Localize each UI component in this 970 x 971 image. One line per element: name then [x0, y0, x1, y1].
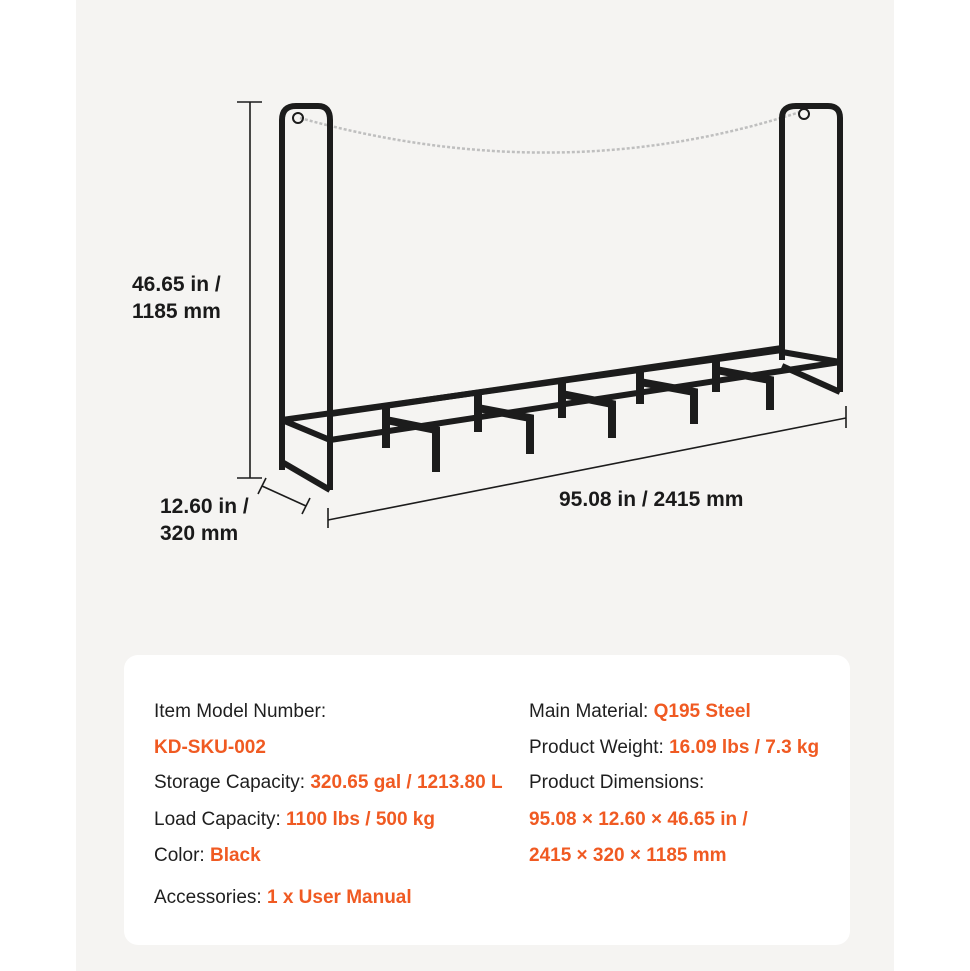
height-label: 46.65 in / 1185 mm	[132, 273, 221, 323]
chain-icon	[300, 112, 800, 153]
storage-capacity-row	[154, 771, 503, 795]
depth-dimension-line	[262, 486, 306, 506]
accessories-label: Accessories:	[154, 887, 262, 908]
material-row	[529, 700, 751, 724]
storage-capacity-value: 320.65 gal / 1213.80 L	[310, 772, 503, 793]
weight-value: 16.09 lbs / 7.3 kg	[669, 737, 820, 758]
dimensions-value-mm: 2415 × 320 × 1185 mm	[529, 845, 727, 866]
color-label: Color:	[154, 845, 205, 866]
accessories-value: 1 x User Manual	[266, 887, 412, 908]
color-row	[154, 844, 261, 868]
storage-capacity-label: Storage Capacity:	[154, 772, 306, 793]
material-value: Q195 Steel	[653, 701, 751, 722]
accessories-row	[154, 886, 412, 910]
depth-label: 12.60 in / 320 mm	[160, 495, 249, 545]
color-value: Black	[209, 845, 261, 866]
dimensions-value-in: 95.08 × 12.60 × 46.65 in /	[529, 809, 748, 830]
load-capacity-row	[154, 808, 435, 832]
model-value: KD-SKU-002	[154, 737, 266, 758]
material-label: Main Material:	[529, 701, 649, 722]
load-capacity-label: Load Capacity:	[154, 809, 281, 830]
load-capacity-value: 1100 lbs / 500 kg	[286, 809, 435, 830]
dimensions-label: Product Dimensions:	[529, 772, 705, 793]
weight-label: Product Weight:	[529, 737, 664, 758]
width-label: 95.08 in / 2415 mm	[559, 488, 744, 511]
model-label: Item Model Number:	[154, 701, 327, 722]
right-end-frame	[782, 106, 840, 392]
weight-row	[529, 736, 819, 760]
